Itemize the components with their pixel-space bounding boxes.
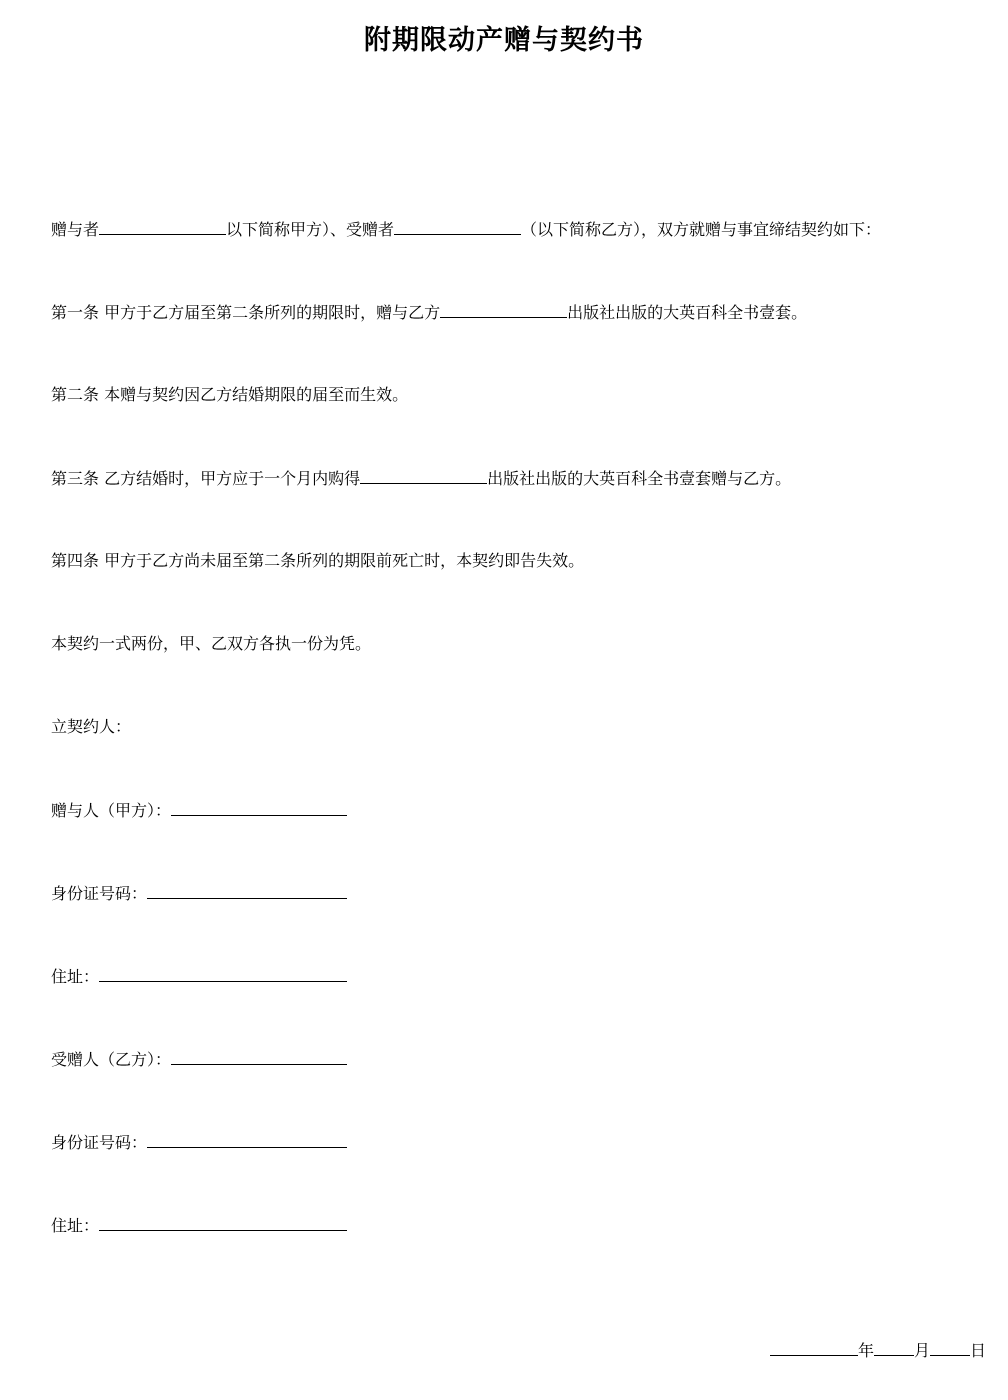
- article-1: [51, 301, 807, 324]
- document-title: 附期限动产赠与契约书: [364, 25, 644, 56]
- donee-name-blank[interactable]: [394, 218, 521, 235]
- donor-address-label: 住址：: [51, 967, 100, 986]
- donee-id-line: [51, 1131, 347, 1154]
- donor-label: 赠与人（甲方）：: [51, 801, 172, 820]
- day-blank[interactable]: [930, 1339, 970, 1356]
- article-3-publisher-blank[interactable]: [360, 467, 487, 484]
- intro-suffix-text: （以下简称乙方），双方就赠与事宜缔结契约如下：: [521, 220, 882, 239]
- article-4: 第四条 甲方于乙方尚未届至第二条所列的期限前死亡时，本契约即告失效。: [51, 551, 585, 570]
- donee-address-line: [51, 1214, 347, 1237]
- donee-signature-line: [51, 1048, 347, 1071]
- donee-id-label: 身份证号码：: [51, 1133, 148, 1152]
- article-2: 第二条 本赠与契约因乙方结婚期限的届至而生效。: [51, 385, 409, 404]
- donor-name-blank[interactable]: [99, 218, 226, 235]
- article-1-suffix: 出版社出版的大英百科全书壹套。: [567, 303, 808, 322]
- donee-address-label: 住址：: [51, 1216, 100, 1235]
- donor-id-blank[interactable]: [147, 882, 347, 899]
- donor-address-blank[interactable]: [99, 965, 347, 982]
- article-3: [51, 467, 791, 490]
- day-label: 日: [969, 1341, 986, 1360]
- donee-address-blank[interactable]: [99, 1214, 347, 1231]
- donor-signature-line: [51, 799, 347, 822]
- article-3-suffix: 出版社出版的大英百科全书壹套赠与乙方。: [487, 469, 792, 488]
- signatories-heading: 立契约人：: [51, 717, 132, 736]
- copies-clause: 本契约一式两份，甲、乙双方各执一份为凭。: [51, 634, 372, 653]
- month-label: 月: [913, 1341, 930, 1360]
- month-blank[interactable]: [874, 1339, 914, 1356]
- donor-id-line: [51, 882, 347, 905]
- donor-prefix-text: 赠与者: [51, 220, 100, 239]
- donor-signature-blank[interactable]: [171, 799, 347, 816]
- donee-id-blank[interactable]: [147, 1131, 347, 1148]
- intro-mid-text: 以下简称甲方）、受赠者: [226, 220, 395, 239]
- donor-address-line: [51, 965, 347, 988]
- article-1-prefix: 第一条 甲方于乙方届至第二条所列的期限时，赠与乙方: [51, 303, 441, 322]
- donee-label: 受赠人（乙方）：: [51, 1050, 172, 1069]
- article-1-publisher-blank[interactable]: [440, 301, 567, 318]
- donee-signature-blank[interactable]: [171, 1048, 347, 1065]
- year-blank[interactable]: [770, 1339, 858, 1356]
- donor-id-label: 身份证号码：: [51, 884, 148, 903]
- article-3-prefix: 第三条 乙方结婚时，甲方应于一个月内购得: [51, 469, 361, 488]
- intro-line: [51, 218, 881, 241]
- signing-date: [770, 1339, 986, 1362]
- year-label: 年: [857, 1341, 874, 1360]
